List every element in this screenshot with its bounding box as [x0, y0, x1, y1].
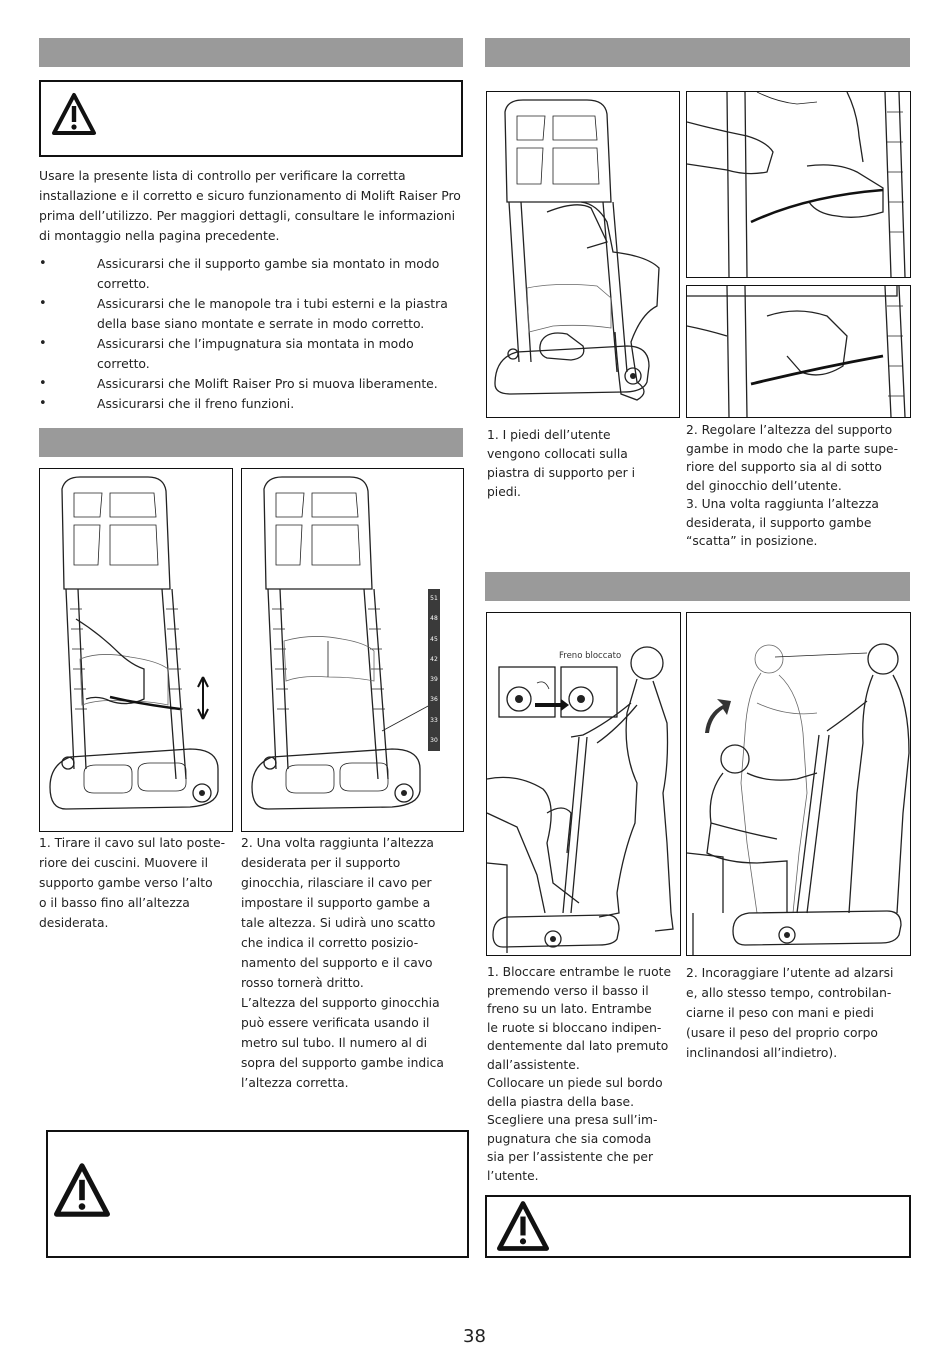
page-number: 38 [463, 1326, 486, 1347]
checklist-item: • Assicurarsi che Molift Raiser Pro si muova liberamente. [39, 374, 459, 394]
warning-triangle-icon [493, 1200, 553, 1252]
brake-label: Freno bloccato [559, 651, 622, 661]
warning-box-bottom-right [485, 1195, 911, 1258]
positioning-caption-1: 1. I piedi dell’utente vengono collocati sulla piastra di supporto per i piedi. [487, 428, 636, 499]
scale-label: 36 [430, 696, 438, 704]
warning-box-top [39, 80, 463, 157]
warning-box-bottom-left [46, 1130, 469, 1258]
checklist-item: • Assicurarsi che le manopole tra i tubi esterni e la piastra della base siano montate e serrate in modo corretto. [39, 294, 459, 334]
height-scale [428, 589, 440, 751]
checklist-list [39, 254, 459, 414]
checklist-item: • Assicurarsi che il freno funzioni. [39, 394, 459, 414]
section-header-adjust [39, 428, 463, 457]
illustration-cable-closeup-2 [686, 285, 911, 418]
scale-label: 51 [430, 595, 438, 602]
illustration-adjust-cable [39, 468, 233, 832]
illustration-cable-closeup-1 [686, 91, 911, 278]
checklist-item: • Assicurarsi che l’impugnatura sia montata in modo corretto. [39, 334, 459, 374]
section-header-checklist [39, 38, 463, 67]
scale-label: 42 [430, 655, 438, 663]
scale-label: 39 [430, 676, 438, 683]
positioning-caption-2: 2. Regolare l’altezza del supporto gambe in modo che la parte supe- riore del supporto sia al di sotto del ginocchio dell’utente. 3. Una volta raggiunta l’altezza desiderata, il supporto gambe “scatta” in posizione. [686, 423, 899, 548]
scale-label: 30 [430, 736, 438, 744]
scale-label: 48 [430, 615, 438, 623]
section-header-positioning [485, 38, 910, 67]
adjust-caption-1: 1. Tirare il cavo sul lato poste- riore dei cuscini. Muovere il supporto gambe verso l’alto o il basso fino all’altezza desiderata. [39, 836, 226, 930]
warning-triangle-icon [52, 1162, 112, 1218]
checklist-item: • Assicurarsi che il supporto gambe sia montato in modo corretto. [39, 254, 459, 294]
adjust-caption-2: 2. Una volta raggiunta l’altezza desiderata per il supporto ginocchia, rilasciare il cavo per impostare il supporto gambe a tale altezza. Si udirà uno scatto che indica il corretto posizio- namento del supporto e il cavo rosso tornerà dritto. L’altezza del supporto ginocchia può essere verificata usando il metro sul tubo. Il numero al di sopra del supporto gambe indica l’altezza corretta. [241, 836, 444, 1090]
scale-label: 33 [430, 716, 438, 724]
lifting-caption-1: 1. Bloccare entrambe le ruote premendo verso il basso il freno su un lato. Entrambe le ruote si bloccano indipen- dentemente dal lato premuto dall’assistente. Collocare un piede sul bordo della piastra della base. Scegliere una presa sull’im- pugnatura che sia comoda sia per l’assistente che per l’utente. [487, 965, 672, 1183]
checklist-intro: Usare la presente lista di controllo per verificare la corretta installazione e il corretto e sicuro funzionamento di Molift Raiser Pro prima dell’utilizzo. Per maggiori dettagli, consultare le informazioni di montaggio nella pagina precedente. [39, 168, 461, 243]
illustration-user-feet [486, 91, 680, 418]
section-header-lifting [485, 572, 910, 601]
illustration-adjust-scale [241, 468, 464, 832]
illustration-stand-up [686, 612, 911, 956]
lifting-caption-2: 2. Incoraggiare l’utente ad alzarsi e, allo stesso tempo, controbilan- ciarne il peso con mani e piedi (usare il peso del proprio corpo inclinandosi all’indietro). [686, 966, 894, 1060]
scale-label: 45 [430, 635, 438, 643]
warning-triangle-icon [51, 92, 97, 136]
illustration-brake-lock [486, 612, 681, 956]
